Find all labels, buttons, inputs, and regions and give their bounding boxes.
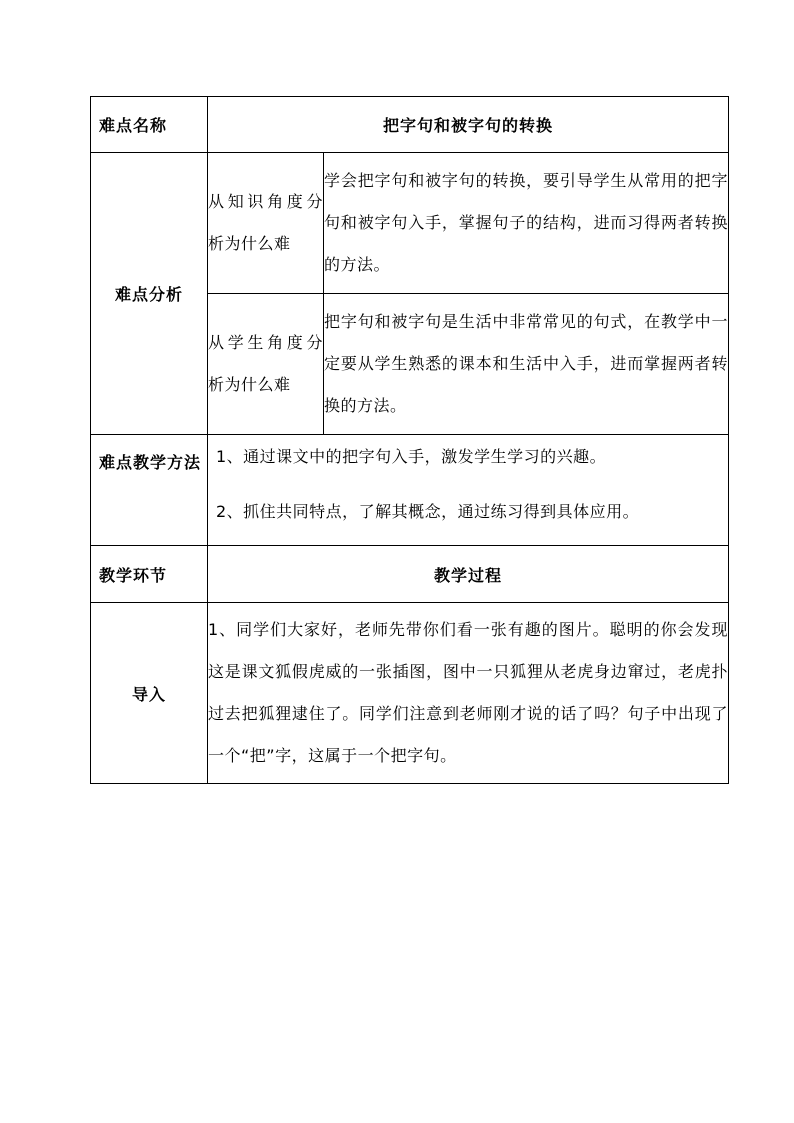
difficulty-analysis-label: 难点分析 (91, 153, 208, 435)
teaching-method-content (208, 435, 729, 546)
row-intro (91, 603, 729, 784)
student-perspective-label: 从学生角度分析为什么难 (208, 294, 324, 435)
row-analysis-knowledge (91, 153, 729, 294)
intro-label: 导入 (91, 603, 208, 784)
knowledge-perspective-label: 从知识角度分析为什么难 (208, 153, 324, 294)
lesson-table (90, 96, 729, 784)
student-perspective-text: 把字句和被字句是生活中非常常见的句式，在教学中一定要从学生熟悉的课本和生活中入手，进而掌握两者转换的方法。 (324, 294, 729, 435)
method-item-2: 2、抓住共同特点，了解其概念，通过练习得到具体应用。 (216, 502, 640, 521)
row-process-header (91, 546, 729, 603)
teaching-method-label: 难点教学方法 (99, 453, 202, 472)
teaching-method-label-cell (91, 435, 208, 546)
teaching-process-header: 教学过程 (208, 546, 729, 603)
difficulty-name-value: 把字句和被字句的转换 (208, 97, 729, 153)
row-difficulty-name (91, 97, 729, 153)
intro-text: 1、同学们大家好，老师先带你们看一张有趣的图片。聪明的你会发现这是课文狐假虎威的一张插图，图中一只狐狸从老虎身边窜过，老虎扑过去把狐狸逮住了。同学们注意到老师刚才说的话了吗？句子中出现了一个“把”字，这属于一个把字句。 (208, 603, 729, 784)
difficulty-name-label: 难点名称 (91, 97, 208, 153)
teaching-stage-header: 教学环节 (91, 546, 208, 603)
row-teaching-method (91, 435, 729, 546)
knowledge-perspective-text: 学会把字句和被字句的转换，要引导学生从常用的把字句和被字句入手，掌握句子的结构，进而习得两者转换的方法。 (324, 153, 729, 294)
method-item-1: 1、通过课文中的把字句入手，激发学生学习的兴趣。 (216, 447, 607, 466)
